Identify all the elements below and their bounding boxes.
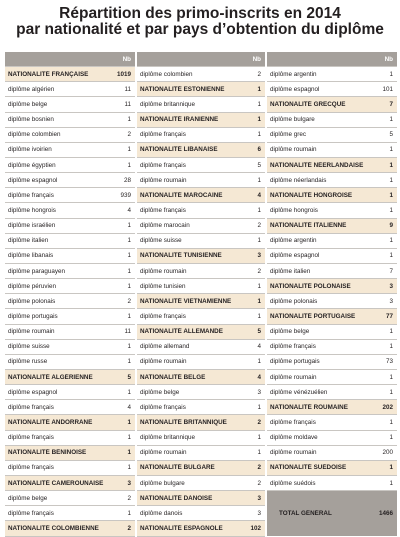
diploma-row bbox=[267, 82, 397, 97]
row-label: NATIONALITÉ TUNISIENNE bbox=[140, 252, 222, 260]
row-value: 1 bbox=[257, 206, 261, 214]
diploma-row bbox=[267, 113, 397, 128]
diploma-row bbox=[5, 461, 135, 476]
row-value: 2 bbox=[127, 297, 131, 305]
row-label: diplôme vénézuélien bbox=[270, 388, 328, 396]
diploma-row bbox=[5, 325, 135, 340]
nationality-row bbox=[137, 113, 265, 128]
row-value: 5 bbox=[127, 373, 131, 381]
row-value: 101 bbox=[382, 85, 393, 93]
row-value: 3 bbox=[257, 509, 261, 517]
row-label: diplôme britannique bbox=[140, 434, 195, 442]
row-label: diplôme britannique bbox=[140, 100, 195, 108]
row-value: 4 bbox=[257, 373, 261, 381]
row-label: NATIONALITÉ POLONAISE bbox=[270, 282, 351, 290]
row-label: diplôme hongrois bbox=[8, 206, 56, 214]
row-value: 1 bbox=[257, 116, 261, 124]
row-label: diplôme ivoirien bbox=[8, 146, 52, 154]
diploma-row bbox=[267, 264, 397, 279]
diploma-row bbox=[5, 506, 135, 521]
nationality-row bbox=[5, 521, 135, 536]
row-label: diplôme suisse bbox=[140, 237, 182, 245]
nationality-row bbox=[5, 476, 135, 491]
row-label: diplôme français bbox=[8, 434, 54, 442]
nationality-row bbox=[267, 158, 397, 173]
diploma-row bbox=[267, 128, 397, 143]
row-value: 1 bbox=[389, 146, 393, 154]
row-label: diplôme français bbox=[140, 312, 186, 320]
row-label: diplôme polonais bbox=[270, 297, 318, 305]
table-header bbox=[5, 52, 135, 67]
row-label: diplôme hongrois bbox=[270, 206, 318, 214]
nationality-row bbox=[137, 491, 265, 506]
row-value: 1 bbox=[127, 312, 131, 320]
row-value: 1 bbox=[389, 206, 393, 214]
row-label: diplôme bulgare bbox=[270, 116, 315, 124]
row-label: diplôme espagnol bbox=[270, 252, 320, 260]
header-nb: Nb bbox=[384, 55, 393, 63]
diploma-row bbox=[267, 476, 397, 491]
row-label: diplôme colombien bbox=[8, 131, 61, 139]
diploma-row bbox=[137, 340, 265, 355]
diploma-row bbox=[5, 173, 135, 188]
table-column-1 bbox=[5, 52, 135, 537]
row-label: diplôme espagnol bbox=[8, 388, 58, 396]
diploma-row bbox=[5, 219, 135, 234]
nationality-row bbox=[137, 249, 265, 264]
row-label: diplôme italien bbox=[270, 267, 311, 275]
row-value: 5 bbox=[257, 161, 261, 169]
diploma-row bbox=[5, 158, 135, 173]
diploma-row bbox=[5, 400, 135, 415]
row-value: 1 bbox=[389, 464, 393, 472]
row-label: diplôme allemand bbox=[140, 343, 190, 351]
row-label: diplôme grec bbox=[270, 131, 307, 139]
diploma-row bbox=[5, 309, 135, 324]
row-label: diplôme colombien bbox=[140, 70, 193, 78]
row-label: diplôme marocain bbox=[140, 222, 190, 230]
row-label: diplôme français bbox=[270, 418, 316, 426]
nationality-row bbox=[267, 400, 397, 415]
diploma-row bbox=[267, 370, 397, 385]
row-label: diplôme roumain bbox=[140, 267, 187, 275]
diploma-row bbox=[137, 234, 265, 249]
row-label: diplôme suédois bbox=[270, 479, 316, 487]
row-value: 4 bbox=[257, 343, 261, 351]
diploma-row bbox=[267, 249, 397, 264]
row-label: NATIONALITÉ ANDORRANE bbox=[8, 418, 93, 426]
row-value: 3 bbox=[389, 297, 393, 305]
row-value: 2 bbox=[257, 418, 261, 426]
row-label: diplôme français bbox=[140, 206, 186, 214]
row-value: 7 bbox=[389, 100, 393, 108]
row-label: TOTAL GÉNÉRAL bbox=[279, 510, 332, 518]
row-value: 1 bbox=[127, 237, 131, 245]
row-value: 2 bbox=[257, 464, 261, 472]
row-value: 1 bbox=[389, 418, 393, 426]
diploma-row bbox=[137, 431, 265, 446]
nationality-row bbox=[5, 370, 135, 385]
row-label: diplôme roumain bbox=[270, 449, 317, 457]
nationality-row bbox=[137, 521, 265, 536]
row-value: 1 bbox=[127, 116, 131, 124]
row-label: NATIONALITÉ ALGÉRIENNE bbox=[8, 373, 93, 381]
row-value: 1 bbox=[257, 312, 261, 320]
row-label: diplôme français bbox=[140, 403, 186, 411]
diploma-row bbox=[5, 294, 135, 309]
row-value: 1 bbox=[127, 222, 131, 230]
row-value: 2 bbox=[257, 479, 261, 487]
row-label: diplôme français bbox=[270, 343, 316, 351]
row-value: 1 bbox=[257, 131, 261, 139]
row-label: diplôme français bbox=[140, 131, 186, 139]
diploma-row bbox=[267, 234, 397, 249]
diploma-row bbox=[267, 67, 397, 82]
nationality-row bbox=[137, 415, 265, 430]
distribution-tables bbox=[5, 52, 397, 537]
row-label: NATIONALITÉ PORTUGAISE bbox=[270, 312, 356, 320]
diploma-row bbox=[137, 506, 265, 521]
row-value: 1 bbox=[127, 252, 131, 260]
nationality-row bbox=[267, 279, 397, 294]
row-label: diplôme belge bbox=[140, 388, 180, 396]
row-label: NATIONALITÉ ROUMAINE bbox=[270, 403, 348, 411]
row-label: diplôme danois bbox=[140, 509, 183, 517]
row-label: NATIONALITÉ ITALIENNE bbox=[270, 222, 347, 230]
row-label: NATIONALITÉ IRANIENNE bbox=[140, 116, 219, 124]
diploma-row bbox=[267, 294, 397, 309]
nationality-row bbox=[267, 309, 397, 324]
row-value: 1 bbox=[389, 161, 393, 169]
row-label: NATIONALITÉ NÉERLANDAISE bbox=[270, 161, 364, 169]
row-value: 1466 bbox=[378, 510, 393, 518]
row-label: diplôme roumain bbox=[140, 449, 187, 457]
row-value: 11 bbox=[124, 100, 131, 108]
row-label: diplôme égyptien bbox=[8, 161, 56, 169]
row-label: NATIONALITÉ COLOMBIENNE bbox=[8, 524, 99, 532]
row-value: 939 bbox=[120, 191, 131, 199]
diploma-row bbox=[137, 219, 265, 234]
row-value: 1 bbox=[257, 100, 261, 108]
row-value: 1 bbox=[127, 434, 131, 442]
row-value: 1 bbox=[257, 176, 261, 184]
row-label: diplôme français bbox=[8, 464, 54, 472]
row-value: 3 bbox=[389, 282, 393, 290]
diploma-row bbox=[5, 113, 135, 128]
row-value: 3 bbox=[257, 252, 261, 260]
row-label: diplôme italien bbox=[8, 237, 49, 245]
row-value: 4 bbox=[127, 403, 131, 411]
diploma-row bbox=[137, 446, 265, 461]
nationality-row bbox=[5, 446, 135, 461]
nationality-row bbox=[137, 188, 265, 203]
row-label: diplôme israélien bbox=[8, 222, 56, 230]
diploma-row bbox=[267, 173, 397, 188]
row-label: NATIONALITÉ FRANÇAISE bbox=[8, 70, 89, 78]
diploma-row bbox=[5, 340, 135, 355]
row-value: 4 bbox=[127, 206, 131, 214]
diploma-row bbox=[137, 400, 265, 415]
row-label: diplôme français bbox=[8, 191, 54, 199]
row-label: NATIONALITÉ BELGE bbox=[140, 373, 206, 381]
row-value: 1 bbox=[257, 237, 261, 245]
nationality-row bbox=[137, 370, 265, 385]
row-value: 2 bbox=[257, 267, 261, 275]
row-label: diplôme suisse bbox=[8, 343, 50, 351]
row-label: diplôme belge bbox=[270, 328, 310, 336]
row-value: 1 bbox=[257, 449, 261, 457]
row-label: diplôme roumain bbox=[270, 373, 317, 381]
row-label: diplôme paraguayen bbox=[8, 267, 66, 275]
row-value: 11 bbox=[124, 85, 131, 93]
row-value: 1 bbox=[389, 328, 393, 336]
row-value: 1 bbox=[257, 434, 261, 442]
diploma-row bbox=[137, 158, 265, 173]
row-value: 1 bbox=[257, 358, 261, 366]
row-value: 202 bbox=[382, 403, 393, 411]
title-line-2: par nationalité et par pays d’obtention du diplôme bbox=[16, 21, 384, 38]
diploma-row bbox=[5, 203, 135, 218]
row-label: NATIONALITÉ HONGROISE bbox=[270, 191, 353, 199]
row-value: 5 bbox=[389, 131, 393, 139]
diploma-row bbox=[137, 173, 265, 188]
diploma-row bbox=[5, 128, 135, 143]
diploma-row bbox=[5, 249, 135, 264]
row-value: 2 bbox=[127, 131, 131, 139]
diploma-row bbox=[267, 431, 397, 446]
diploma-row bbox=[267, 325, 397, 340]
nationality-row bbox=[5, 415, 135, 430]
row-value: 1 bbox=[389, 191, 393, 199]
row-label: diplôme polonais bbox=[8, 297, 56, 305]
row-value: 1 bbox=[127, 161, 131, 169]
diploma-row bbox=[267, 415, 397, 430]
diploma-row bbox=[5, 82, 135, 97]
row-value: 3 bbox=[257, 388, 261, 396]
row-value: 11 bbox=[124, 328, 131, 336]
row-label: NATIONALITÉ BRITANNIQUE bbox=[140, 418, 227, 426]
row-value: 73 bbox=[385, 358, 393, 366]
diploma-row bbox=[137, 476, 265, 491]
row-label: NATIONALITÉ BULGARE bbox=[140, 464, 215, 472]
diploma-row bbox=[267, 203, 397, 218]
diploma-row bbox=[137, 309, 265, 324]
row-value: 1 bbox=[389, 176, 393, 184]
nationality-row bbox=[267, 188, 397, 203]
diploma-row bbox=[267, 446, 397, 461]
diploma-row bbox=[5, 143, 135, 158]
row-value: 1 bbox=[127, 509, 131, 517]
nationality-row bbox=[137, 143, 265, 158]
nationality-row bbox=[5, 67, 135, 82]
diploma-row bbox=[137, 97, 265, 112]
row-value: 102 bbox=[250, 524, 261, 532]
row-label: diplôme bulgare bbox=[140, 479, 185, 487]
diploma-row bbox=[267, 340, 397, 355]
row-label: diplôme espagnol bbox=[270, 85, 320, 93]
diploma-row bbox=[137, 385, 265, 400]
row-label: diplôme français bbox=[8, 403, 54, 411]
row-value: 5 bbox=[257, 328, 261, 336]
row-value: 1 bbox=[127, 267, 131, 275]
row-value: 1 bbox=[127, 449, 131, 457]
row-label: diplôme tunisien bbox=[140, 282, 186, 290]
row-value: 1 bbox=[389, 373, 393, 381]
row-value: 3 bbox=[257, 494, 261, 502]
row-value: 9 bbox=[389, 222, 393, 230]
row-value: 1 bbox=[389, 252, 393, 260]
row-label: diplôme libanais bbox=[8, 252, 54, 260]
row-value: 77 bbox=[385, 312, 393, 320]
diploma-row bbox=[5, 385, 135, 400]
row-value: 2 bbox=[257, 222, 261, 230]
diploma-row bbox=[5, 491, 135, 506]
row-value: 7 bbox=[389, 267, 393, 275]
diploma-row bbox=[5, 97, 135, 112]
diploma-row bbox=[137, 128, 265, 143]
row-value: 1 bbox=[389, 479, 393, 487]
row-label: NATIONALITÉ CAMEROUNAISE bbox=[8, 479, 104, 487]
nationality-row bbox=[267, 219, 397, 234]
table-column-2 bbox=[137, 52, 265, 537]
nationality-row bbox=[137, 461, 265, 476]
row-label: diplôme belge bbox=[8, 494, 48, 502]
row-value: 4 bbox=[257, 191, 261, 199]
row-label: NATIONALITÉ ESPAGNOLE bbox=[140, 524, 223, 532]
row-value: 1 bbox=[127, 388, 131, 396]
row-value: 1 bbox=[127, 343, 131, 351]
diploma-row bbox=[267, 355, 397, 370]
row-label: diplôme roumain bbox=[140, 358, 187, 366]
table-header bbox=[267, 52, 397, 67]
row-label: diplôme portugais bbox=[8, 312, 58, 320]
diploma-row bbox=[137, 264, 265, 279]
row-value: 1 bbox=[389, 70, 393, 78]
title-line-1: Répartition des primo-inscrits en 2014 bbox=[59, 5, 341, 22]
row-value: 28 bbox=[123, 176, 131, 184]
row-label: diplôme portugais bbox=[270, 358, 320, 366]
header-nb: Nb bbox=[122, 55, 131, 63]
row-label: diplôme français bbox=[8, 509, 54, 517]
row-label: diplôme moldave bbox=[270, 434, 318, 442]
row-label: NATIONALITÉ ALLEMANDE bbox=[140, 328, 223, 336]
row-value: 1 bbox=[127, 358, 131, 366]
row-value: 1 bbox=[257, 282, 261, 290]
table-header bbox=[137, 52, 265, 67]
row-label: diplôme néerlandais bbox=[270, 176, 327, 184]
row-value: 1019 bbox=[116, 70, 131, 78]
row-label: NATIONALITÉ VIETNAMIENNE bbox=[140, 297, 232, 305]
diploma-row bbox=[137, 67, 265, 82]
row-label: diplôme roumain bbox=[8, 328, 55, 336]
row-label: NATIONALITÉ GRECQUE bbox=[270, 100, 346, 108]
row-label: diplôme péruvien bbox=[8, 282, 56, 290]
row-label: NATIONALITÉ LIBANAISE bbox=[140, 146, 218, 154]
row-label: diplôme français bbox=[140, 161, 186, 169]
row-value: 6 bbox=[257, 146, 261, 154]
diploma-row bbox=[5, 355, 135, 370]
row-value: 1 bbox=[257, 297, 261, 305]
row-label: diplôme espagnol bbox=[8, 176, 58, 184]
diploma-row bbox=[5, 279, 135, 294]
row-value: 1 bbox=[127, 418, 131, 426]
row-label: diplôme argentin bbox=[270, 70, 317, 78]
row-value: 3 bbox=[127, 479, 131, 487]
diploma-row bbox=[5, 188, 135, 203]
row-value: 1 bbox=[389, 388, 393, 396]
nationality-row bbox=[137, 82, 265, 97]
row-value: 1 bbox=[127, 146, 131, 154]
nationality-row bbox=[137, 294, 265, 309]
row-label: diplôme roumain bbox=[140, 176, 187, 184]
row-label: diplôme argentin bbox=[270, 237, 317, 245]
row-label: diplôme algérien bbox=[8, 85, 55, 93]
header-nb: Nb bbox=[252, 55, 261, 63]
diploma-row bbox=[267, 143, 397, 158]
row-value: 1 bbox=[389, 237, 393, 245]
nationality-row bbox=[267, 97, 397, 112]
diploma-row bbox=[137, 279, 265, 294]
row-label: NATIONALITÉ DANOISE bbox=[140, 494, 213, 502]
total-row bbox=[267, 491, 397, 536]
nationality-row bbox=[137, 325, 265, 340]
row-value: 2 bbox=[127, 494, 131, 502]
row-value: 2 bbox=[257, 70, 261, 78]
row-label: NATIONALITÉ SUÉDOISE bbox=[270, 464, 347, 472]
diploma-row bbox=[5, 264, 135, 279]
row-label: NATIONALITÉ MAROCAINE bbox=[140, 191, 223, 199]
row-value: 1 bbox=[257, 85, 261, 93]
row-label: diplôme roumain bbox=[270, 146, 317, 154]
row-value: 1 bbox=[257, 403, 261, 411]
diploma-row bbox=[5, 234, 135, 249]
row-label: diplôme belge bbox=[8, 100, 48, 108]
row-label: NATIONALITÉ BÉNINOISE bbox=[8, 449, 87, 457]
row-value: 1 bbox=[127, 464, 131, 472]
page-title bbox=[0, 0, 400, 40]
diploma-row bbox=[5, 431, 135, 446]
row-value: 1 bbox=[389, 343, 393, 351]
row-value: 1 bbox=[389, 116, 393, 124]
row-value: 1 bbox=[389, 434, 393, 442]
row-value: 200 bbox=[382, 449, 393, 457]
row-label: diplôme russe bbox=[8, 358, 48, 366]
row-value: 2 bbox=[127, 524, 131, 532]
diploma-row bbox=[267, 385, 397, 400]
row-label: NATIONALITÉ ESTONIENNE bbox=[140, 85, 225, 93]
diploma-row bbox=[137, 355, 265, 370]
row-value: 1 bbox=[127, 282, 131, 290]
table-column-3 bbox=[267, 52, 397, 537]
diploma-row bbox=[137, 203, 265, 218]
row-label: diplôme bosnien bbox=[8, 116, 54, 124]
nationality-row bbox=[267, 461, 397, 476]
